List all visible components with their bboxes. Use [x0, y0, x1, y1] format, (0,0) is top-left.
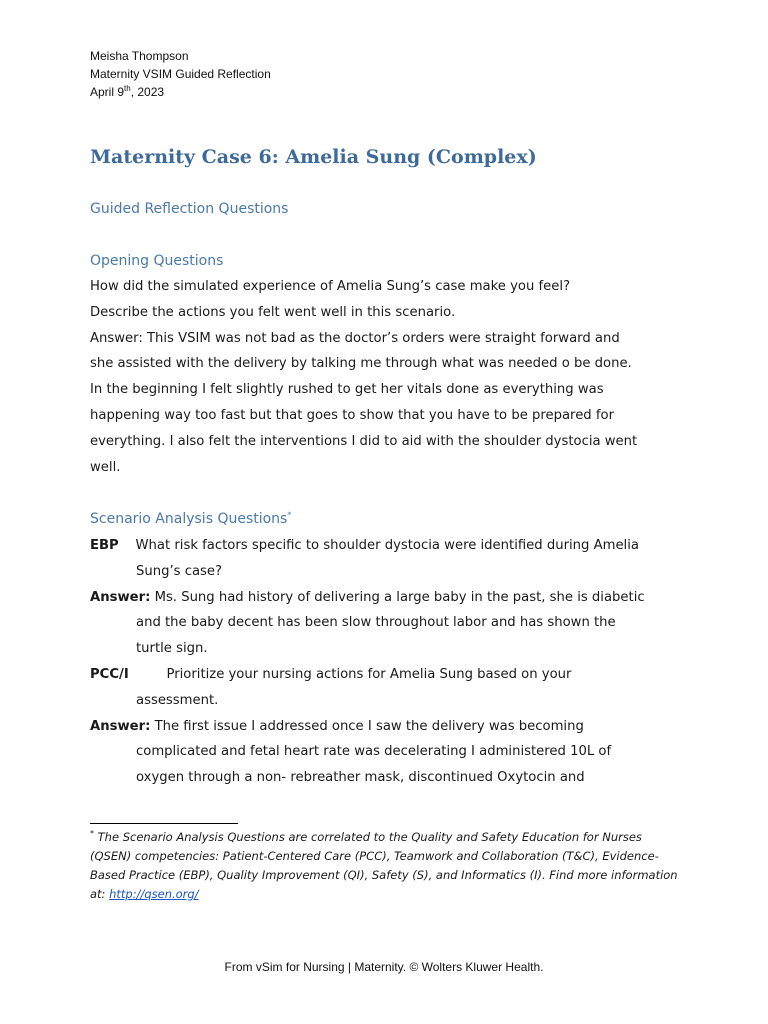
answer-1-cont: turtle sign.	[136, 641, 208, 657]
qsen-link[interactable]: http://qsen.org/	[109, 887, 199, 901]
answer-2-cont: oxygen through a non- rebreather mask, discontinued Oxytocin and	[136, 770, 585, 786]
scenario-analysis-heading: Scenario Analysis Questions*	[90, 510, 292, 527]
pcc-question: PCC/I Prioritize your nursing actions for Amelia Sung based on your	[90, 666, 572, 682]
text-line: Answer: This VSIM was not bad as the doctor’s orders were straight forward and	[90, 330, 620, 346]
ebp-question: EBP What risk factors specific to shoulder dystocia were identified during Amelia	[90, 538, 639, 553]
answer-2-cont: complicated and fetal heart rate was decelerating I administered 10L of	[136, 744, 612, 760]
page-footer: From vSim for Nursing | Maternity. © Wolters Kluwer Health.	[224, 960, 544, 974]
opening-questions-body	[90, 274, 690, 480]
scenario-analysis-body	[90, 533, 690, 791]
footnote	[90, 828, 680, 904]
text-line: everything. I also felt the interventions I did to aid with the shoulder dystocia went	[90, 433, 638, 449]
author-name: Meisha Thompson	[90, 49, 189, 63]
footnote-text: The Scenario Analysis Questions are correlated to the Quality and Safety Education for Nurses (QSEN) competencies: Patient-Centered Care (PCC), Teamwork and Collaboration (T&C), Evidence-Based Practice (EBP), Quality Improvement (QI), Safety (S), and Informatics (I). Find more information at:	[90, 830, 678, 901]
text-line: How did the simulated experience of Amelia Sung’s case make you feel?	[90, 279, 571, 294]
answer-label: Answer:	[90, 589, 151, 605]
answer-1-cont: and the baby decent has been slow throughout labor and has shown the	[136, 615, 616, 631]
text-line: Describe the actions you felt went well in this scenario.	[90, 304, 456, 320]
text-line: In the beginning I felt slightly rushed to get her vitals done as everything was	[90, 382, 604, 398]
document-date: April 9th, 2023	[90, 84, 165, 99]
text-line: well.	[90, 459, 121, 475]
answer-1: Answer: Ms. Sung had history of delivering a large baby in the past, she is diabetic	[90, 589, 645, 605]
footnote-divider	[90, 823, 238, 824]
text-line: she assisted with the delivery by talking me through what was needed o be done.	[90, 356, 632, 372]
ebp-question-cont: Sung’s case?	[136, 563, 223, 579]
pcc-question-cont: assessment.	[136, 692, 219, 708]
footnote-marker: *	[90, 829, 94, 839]
answer-label: Answer:	[90, 718, 151, 734]
page-title: Maternity Case 6: Amelia Sung (Complex)	[90, 146, 537, 168]
guided-reflection-heading: Guided Reflection Questions	[90, 201, 289, 217]
course-name: Maternity VSIM Guided Reflection	[90, 67, 271, 81]
document-header	[90, 47, 271, 101]
opening-questions-heading: Opening Questions	[90, 253, 224, 269]
pcc-label: PCC/I	[90, 666, 129, 682]
answer-2: Answer: The first issue I addressed once I saw the delivery was becoming	[90, 718, 584, 734]
text-line: happening way too fast but that goes to show that you have to be prepared for	[90, 407, 615, 423]
ebp-label: EBP	[90, 538, 119, 553]
